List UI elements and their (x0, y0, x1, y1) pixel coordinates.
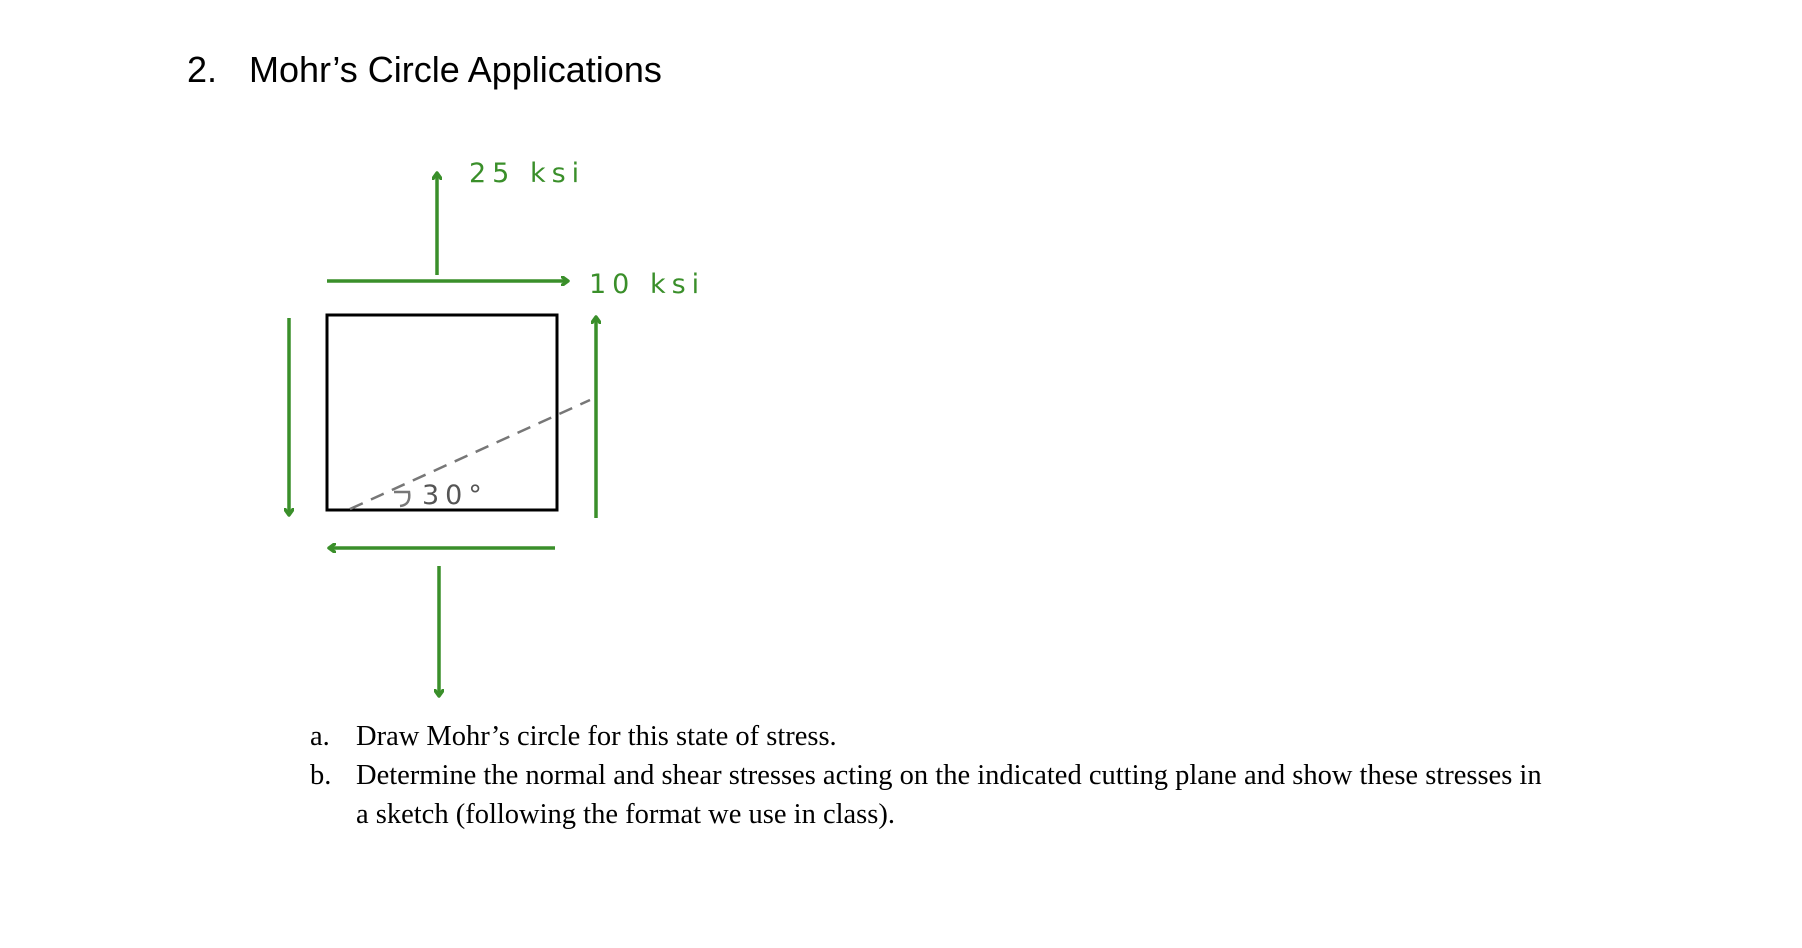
task-marker-b: b. (310, 760, 332, 791)
task-marker-a: a. (310, 721, 330, 752)
task-text-a: Draw Mohr’s circle for this state of stress. (356, 721, 837, 752)
normal-stress-label: 25 ksi (469, 158, 586, 189)
section-number: 2. (187, 49, 218, 90)
shear-stress-label: 10 ksi (589, 269, 706, 300)
task-list (310, 717, 1550, 834)
angle-label: 30° (422, 480, 488, 511)
task-item-a (310, 717, 1550, 756)
section-title: Mohr’s Circle Applications (249, 49, 662, 90)
task-item-b (310, 756, 1550, 834)
angle-arc-mark (394, 492, 409, 506)
task-text-b: Determine the normal and shear stresses acting on the indicated cutting plane and show these stresses in a sketch (following the format we use in class). (356, 760, 1542, 830)
